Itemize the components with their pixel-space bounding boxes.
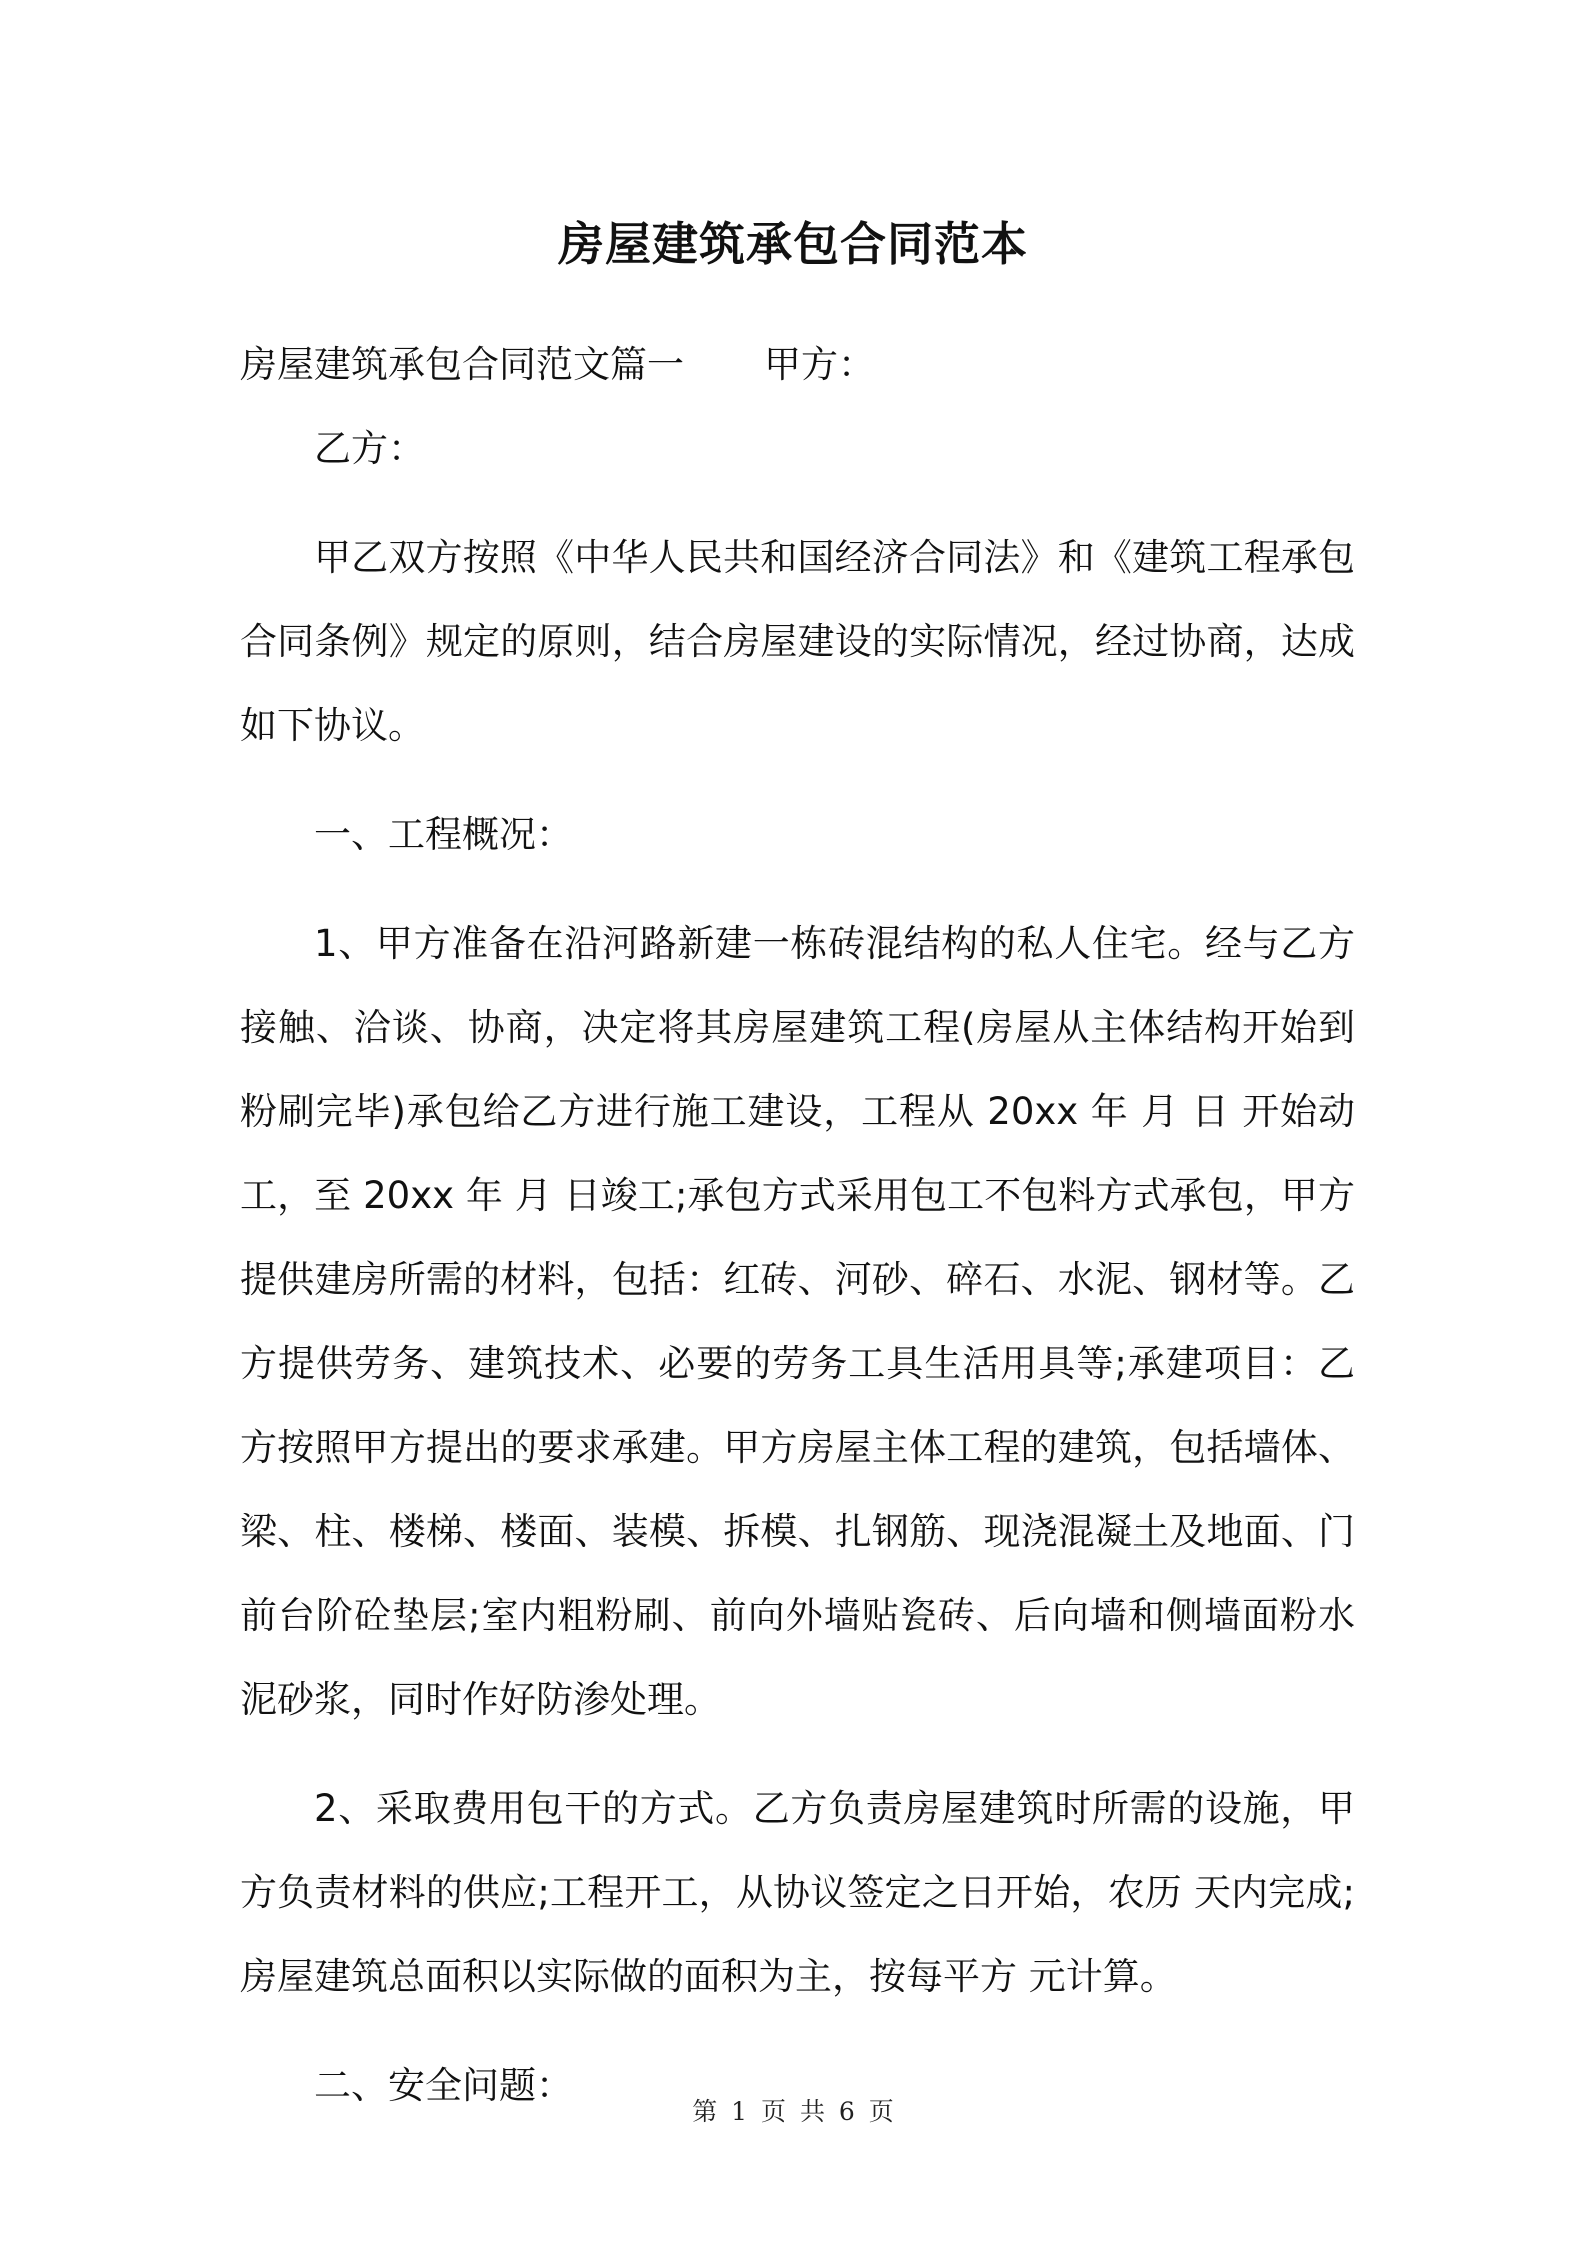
paragraph: 2、采取费用包干的方式。乙方负责房屋建筑时所需的设施，甲方负责材料的供应;工程开工，从协议签定之日开始，农历 天内完成;房屋建筑总面积以实际做的面积为主，按每平方 元计算。 — [240, 1787, 1355, 1998]
heading-line — [240, 323, 1355, 407]
paragraph: 1、甲方准备在沿河路新建一栋砖混结构的私人住宅。经与乙方接触、洽谈、协商，决定将其房屋建筑工程(房屋从主体结构开始到粉刷完毕)承包给乙方进行施工建设，工程从 20xx 年 月 日 开始动工，至 20xx 年 月 日竣工;承包方式采用包工不包料方式承包，甲方提供建房所需的材料，包括：红砖、河砂、碎石、水泥、钢材等。乙方提供劳务、建筑技术、必要的劳务工具生活用具等;承建项目：乙方按照甲方提出的要求承建。甲方房屋主体工程的建筑，包括墙体、梁、柱、楼梯、楼面、装模、拆模、扎钢筋、现浇混凝土及地面、门前台阶砼垫层;室内粗粉刷、前向外墙贴瓷砖、后向墙和侧墙面粉水泥砂浆，同时作好防渗处理。 — [240, 922, 1355, 1721]
paragraph: 甲乙双方按照《中华人民共和国经济合同法》和《建筑工程承包合同条例》规定的原则，结合房屋建设的实际情况，经过协商，达成如下协议。 — [240, 536, 1355, 747]
page-number-footer: 第 1 页 共 6 页 — [692, 2097, 894, 2126]
section-heading: 二、安全问题： — [314, 2064, 573, 2107]
heading-right: 甲方： — [764, 343, 875, 386]
section-heading: 一、工程概况： — [314, 813, 573, 856]
heading-left: 房屋建筑承包合同范文篇一 — [240, 343, 684, 386]
document-title: 房屋建筑承包合同范本 — [558, 217, 1028, 271]
document-body — [240, 323, 1355, 2128]
party-b-line: 乙方： — [314, 427, 425, 470]
